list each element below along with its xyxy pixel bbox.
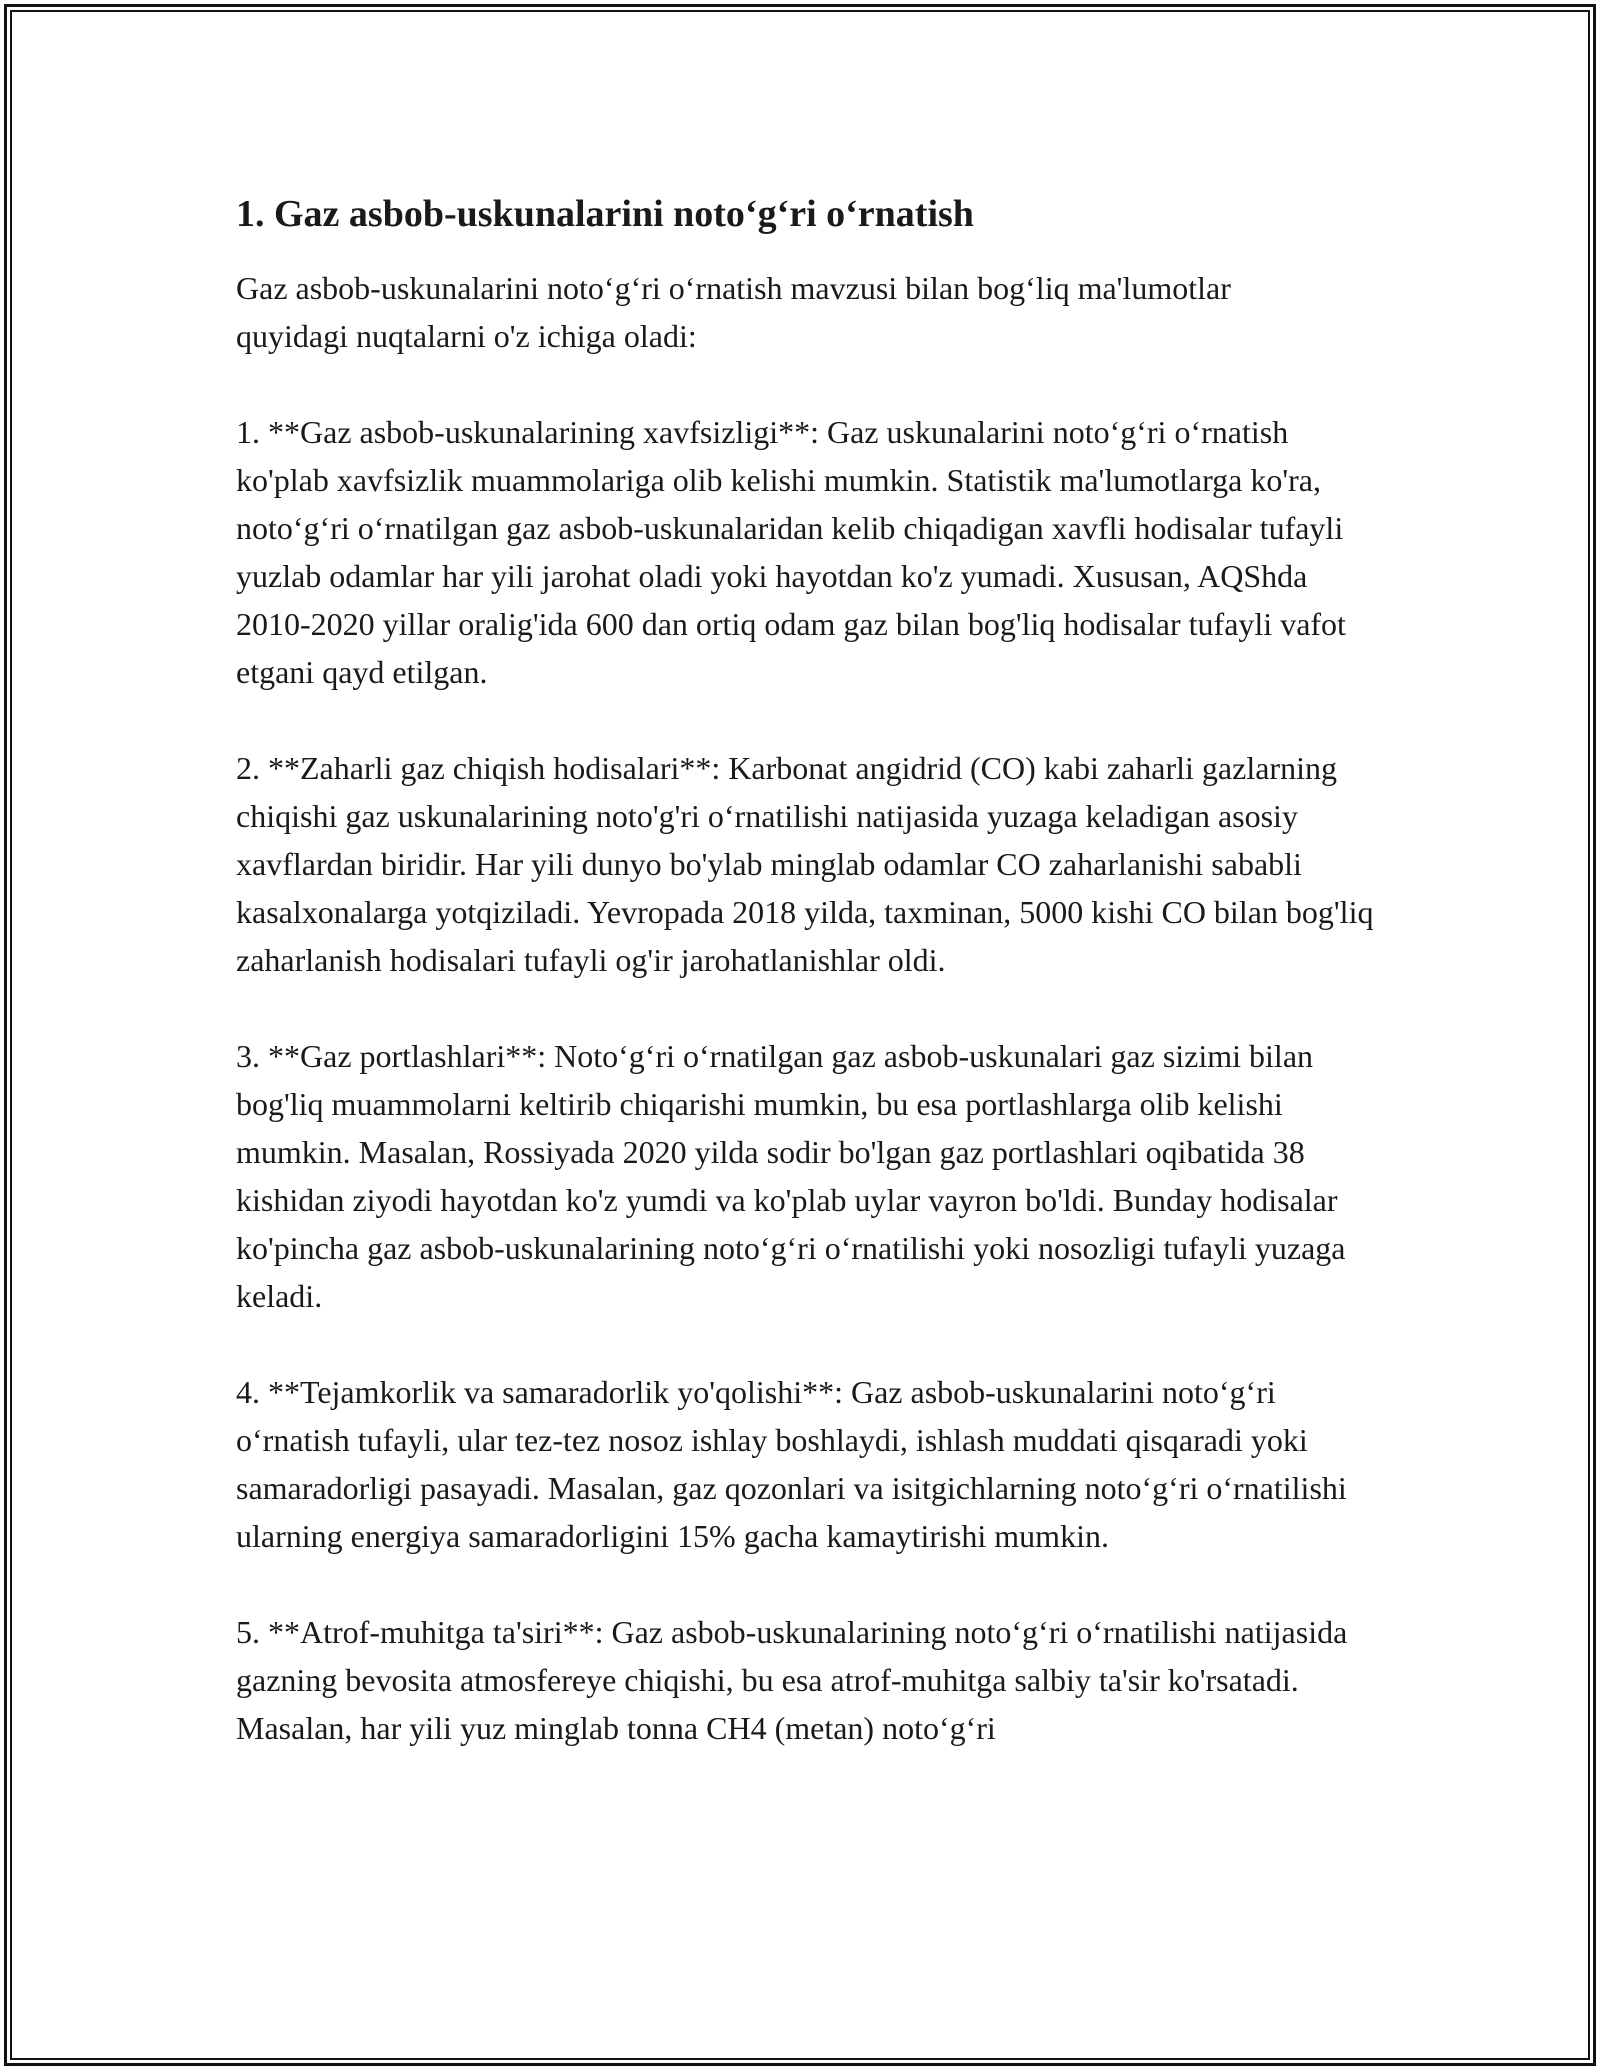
paragraph-environment: 5. **Atrof-muhitga ta'siri**: Gaz asbob-uskunalarining noto‘g‘ri o‘rnatilishi natijasida gazning bevosita atmosfereye chiqishi, bu esa atrof-muhitga salbiy ta'sir ko'rsatadi. Masalan, har yili yuz minglab tonna CH4 (metan) noto‘g‘ri: [236, 1614, 1348, 1746]
intro-paragraph: Gaz asbob-uskunalarini noto‘g‘ri o‘rnatish mavzusi bilan bog‘liq ma'lumotlar quyidagi nuqtalarni o'z ichiga oladi:: [236, 270, 1231, 354]
document-body: [236, 188, 1386, 1800]
paragraph-safety: 1. **Gaz asbob-uskunalarining xavfsizligi**: Gaz uskunalarini noto‘g‘ri o‘rnatish ko'plab xavfsizlik muammolariga olib kelishi mumkin. Statistik ma'lumotlarga ko'ra, noto‘g‘ri o‘rnatilgan gaz asbob-uskunalaridan kelib chiqadigan xavfli hodisalar tufayli yuzlab odamlar har yili jarohat oladi yoki hayotdan ko'z yumadi. Xususan, AQShda 2010-2020 yillar oralig'ida 600 dan ortiq odam gaz bilan bog'liq hodisalar tufayli vafot etgani qayd etilgan.: [236, 414, 1346, 690]
paragraph-explosions: 3. **Gaz portlashlari**: Noto‘g‘ri o‘rnatilgan gaz asbob-uskunalari gaz sizimi bilan bog'liq muammolarni keltirib chiqarishi mumkin, bu esa portlashlarga olib kelishi mumkin. Masalan, Rossiyada 2020 yilda sodir bo'lgan gaz portlashlari oqibatida 38 kishidan ziyodi hayotdan ko'z yumdi va ko'plab uylar vayron bo'ldi. Bunday hodisalar ko'pincha gaz asbob-uskunalarining noto‘g‘ri o‘rnatilishi yoki nosozligi tufayli yuzaga keladi.: [236, 1038, 1346, 1314]
paragraph-efficiency: 4. **Tejamkorlik va samaradorlik yo'qolishi**: Gaz asbob-uskunalarini noto‘g‘ri o‘rnatish tufayli, ular tez-tez nosoz ishlay boshlaydi, ishlash muddati qisqaradi yoki samaradorligi pasayadi. Masalan, gaz qozonlari va isitgichlarning noto‘g‘ri o‘rnatilishi ularning energiya samaradorligini 15% gacha kamaytirishi mumkin.: [236, 1374, 1347, 1554]
document-title: 1. Gaz asbob-uskunalarini noto‘g‘ri o‘rnatish: [236, 193, 974, 235]
paragraph-toxic-gas: 2. **Zaharli gaz chiqish hodisalari**: Karbonat angidrid (CO) kabi zaharli gazlarning chiqishi gaz uskunalarining noto'g'ri o‘rnatilishi natijasida yuzaga keladigan asosiy xavflardan biridir. Har yili dunyo bo'ylab minglab odamlar CO zaharlanishi sababli kasalxonalarga yotqiziladi. Yevropada 2018 yilda, taxminan, 5000 kishi CO bilan bog'liq zaharlanish hodisalari tufayli og'ir jarohatlanishlar oldi.: [236, 750, 1374, 978]
